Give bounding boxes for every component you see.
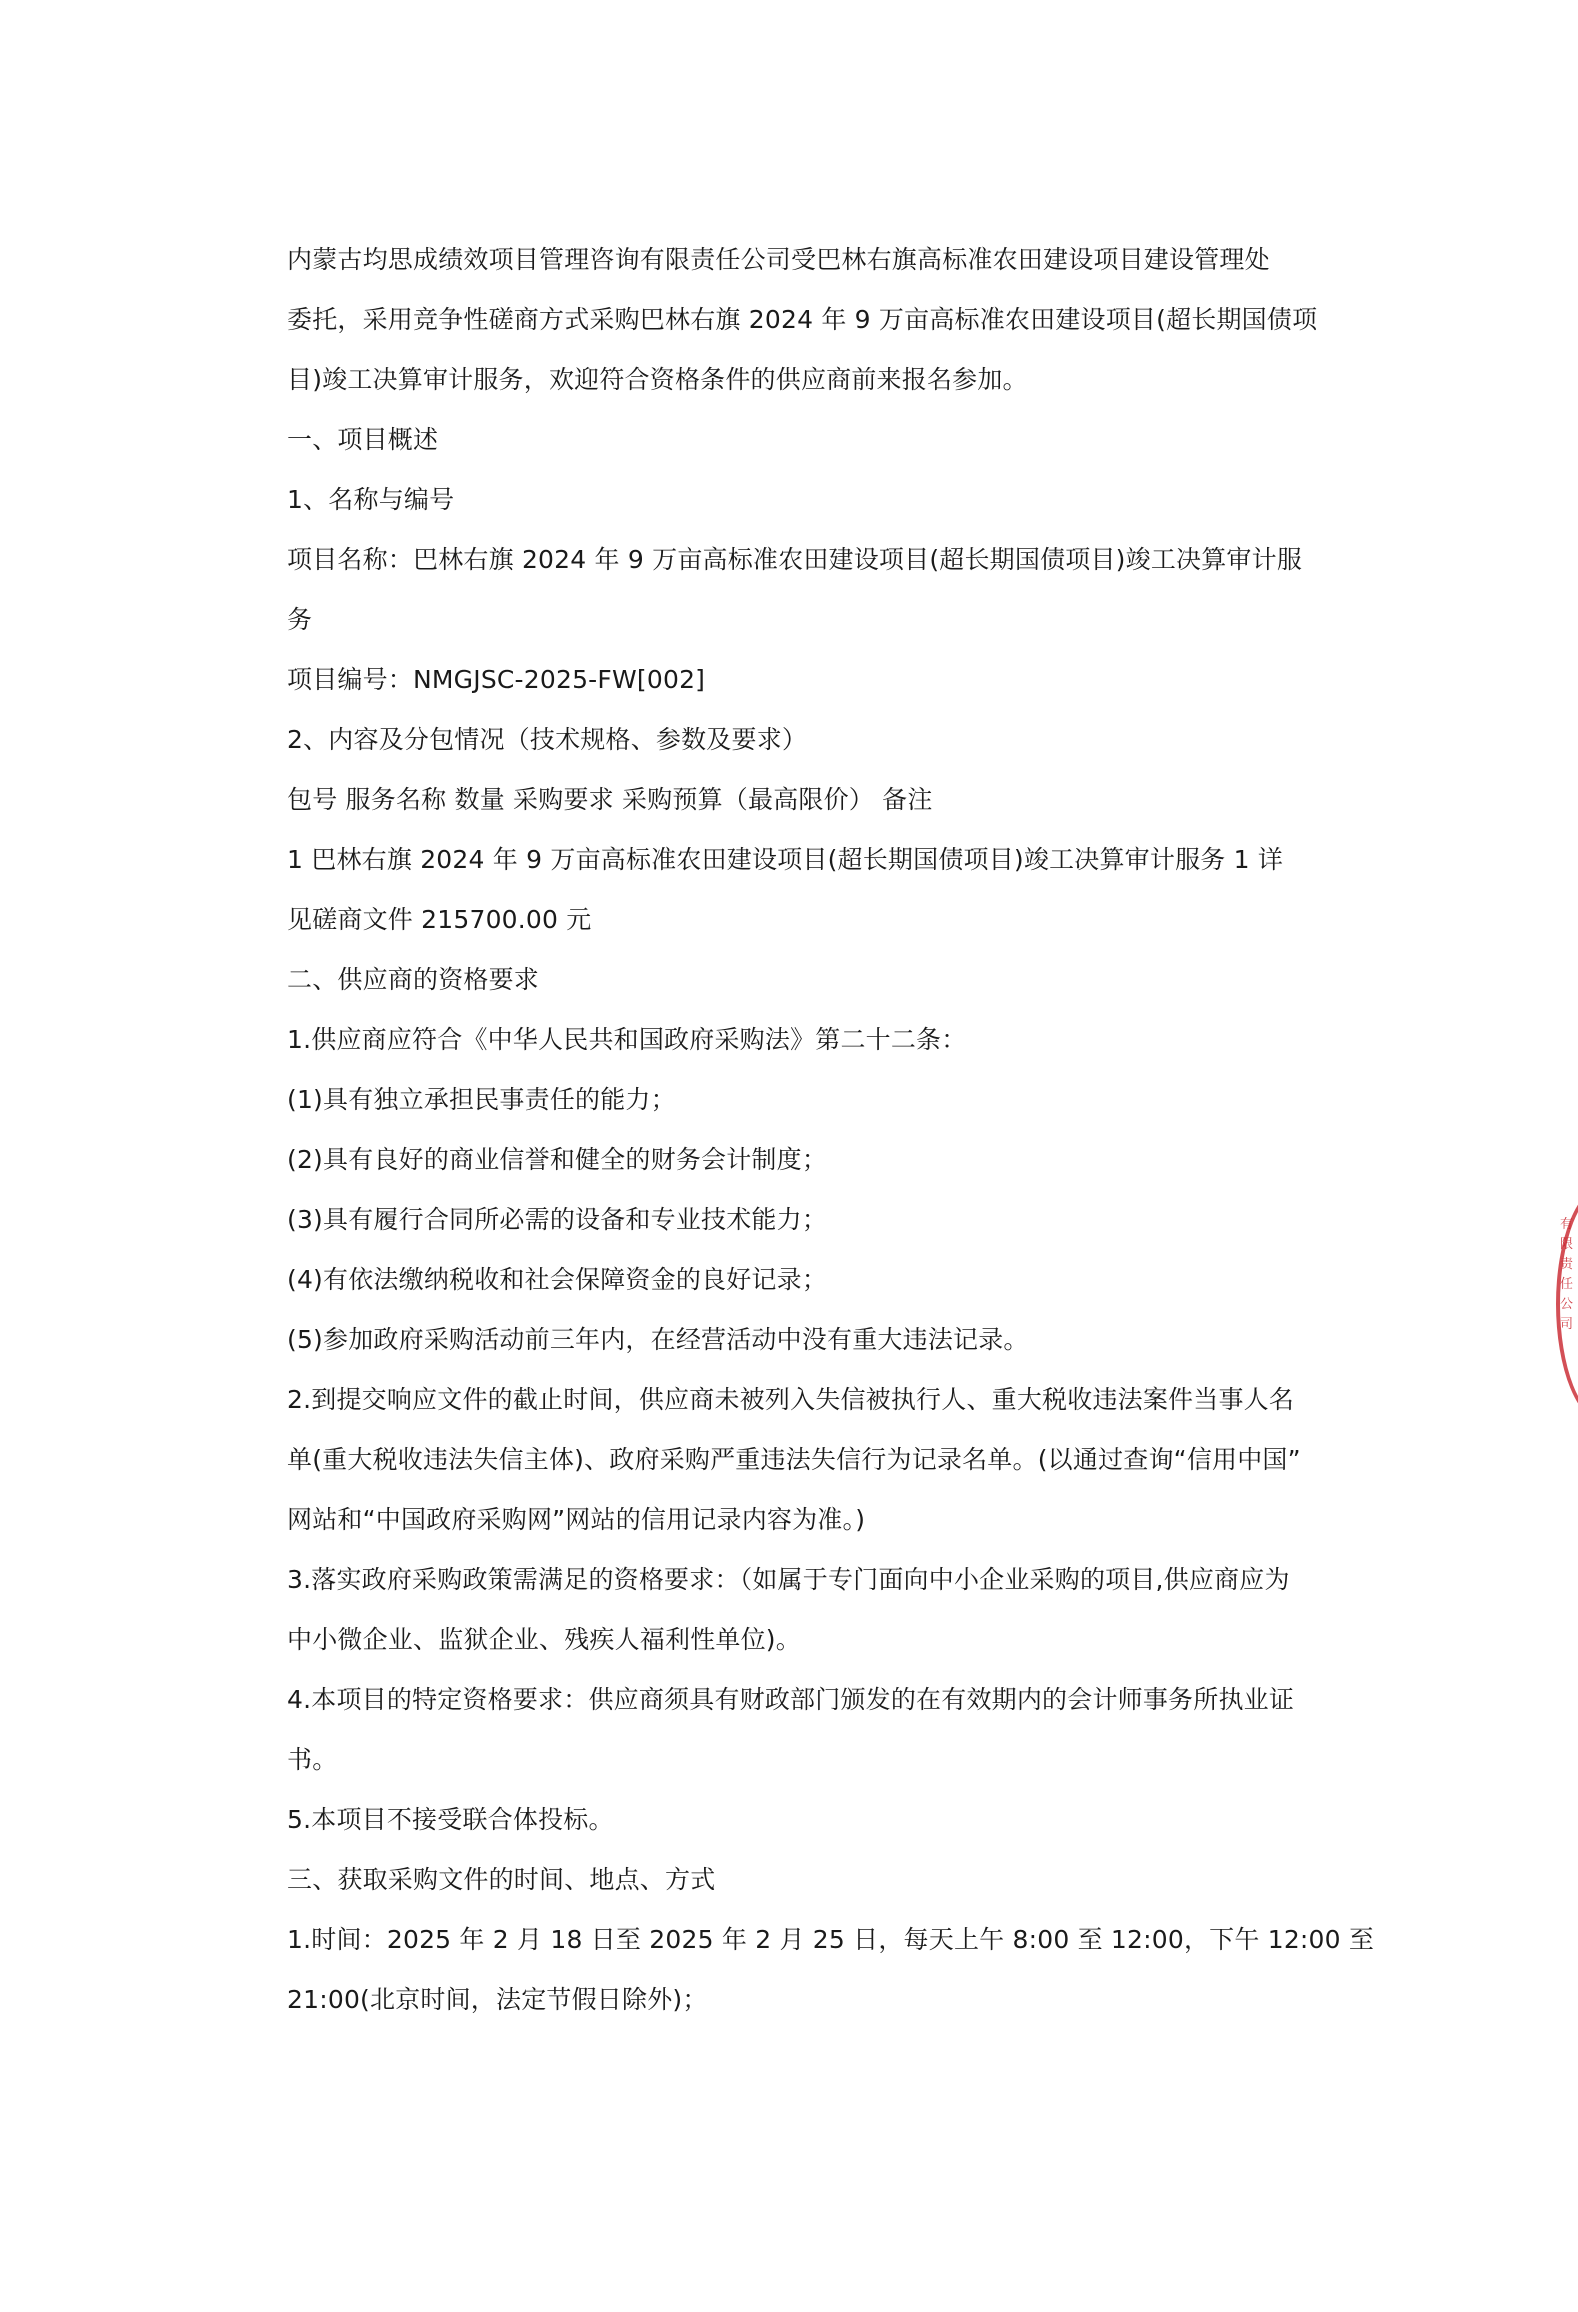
qualification-4-line-2: 书。 (287, 1745, 338, 1774)
qualification-1-item-5: (5)参加政府采购活动前三年内，在经营活动中没有重大违法记录。 (287, 1325, 1029, 1354)
project-number: 项目编号：NMGJSC-2025-FW[002] (287, 665, 706, 694)
official-seal-edge (1550, 1185, 1578, 1415)
lot-table-header: 包号 服务名称 数量 采购要求 采购预算（最高限价） 备注 (287, 785, 933, 814)
qualification-1-item-4: (4)有依法缴纳税收和社会保障资金的良好记录； (287, 1265, 828, 1294)
subheading-name-and-number: 1、名称与编号 (287, 485, 455, 514)
lot-row-line-2: 见磋商文件 215700.00 元 (287, 905, 592, 934)
qualification-2-line-3: 网站和“中国政府采购网”网站的信用记录内容为准。) (287, 1505, 866, 1534)
qualification-1-item-2: (2)具有良好的商业信誉和健全的财务会计制度； (287, 1145, 828, 1174)
section-heading-obtain-documents: 三、获取采购文件的时间、地点、方式 (287, 1865, 716, 1894)
qualification-3-line-2: 中小微企业、监狱企业、残疾人福利性单位)。 (287, 1625, 801, 1654)
qualification-3-line-1: 3.落实政府采购政策需满足的资格要求：（如属于专门面向中小企业采购的项目,供应商应为 (287, 1565, 1290, 1594)
qualification-5: 5.本项目不接受联合体投标。 (287, 1805, 614, 1834)
obtain-time-line-1: 1.时间：2025 年 2 月 18 日至 2025 年 2 月 25 日，每天上午 8:00 至 12:00，下午 12:00 至 (287, 1925, 1375, 1954)
paragraph-intro-line-1: 内蒙古均思成绩效项目管理咨询有限责任公司受巴林右旗高标准农田建设项目建设管理处 (287, 245, 1270, 274)
qualification-1-item-3: (3)具有履行合同所必需的设备和专业技术能力； (287, 1205, 828, 1234)
subheading-content-and-lots: 2、内容及分包情况（技术规格、参数及要求） (287, 725, 808, 754)
section-heading-overview: 一、项目概述 (287, 425, 439, 454)
paragraph-intro-line-2: 委托，采用竞争性磋商方式采购巴林右旗 2024 年 9 万亩高标准农田建设项目(超长期国债项 (287, 305, 1318, 334)
qualification-2-line-1: 2.到提交响应文件的截止时间，供应商未被列入失信被执行人、重大税收违法案件当事人名 (287, 1385, 1295, 1414)
qualification-4-line-1: 4.本项目的特定资格要求：供应商须具有财政部门颁发的在有效期内的会计师事务所执业证 (287, 1685, 1295, 1714)
project-name-line-1: 项目名称：巴林右旗 2024 年 9 万亩高标准农田建设项目(超长期国债项目)竣工决算审计服 (287, 545, 1303, 574)
seal-text: 有限责任公司 (1560, 1217, 1574, 1332)
qualification-1-item-1: (1)具有独立承担民事责任的能力； (287, 1085, 676, 1114)
project-name-line-2: 务 (287, 605, 313, 634)
document-body (287, 230, 1375, 2030)
obtain-time-line-2: 21:00(北京时间，法定节假日除外)； (287, 1985, 708, 2014)
section-heading-qualifications: 二、供应商的资格要求 (287, 965, 540, 994)
qualification-2-line-2: 单(重大税收违法失信主体)、政府采购严重违法失信行为记录名单。(以通过查询“信用中国” (287, 1445, 1301, 1474)
paragraph-intro-line-3: 目)竣工决算审计服务，欢迎符合资格条件的供应商前来报名参加。 (287, 365, 1028, 394)
qualification-1: 1.供应商应符合《中华人民共和国政府采购法》第二十二条： (287, 1025, 967, 1054)
lot-row-line-1: 1 巴林右旗 2024 年 9 万亩高标准农田建设项目(超长期国债项目)竣工决算审计服务 1 详 (287, 845, 1284, 874)
